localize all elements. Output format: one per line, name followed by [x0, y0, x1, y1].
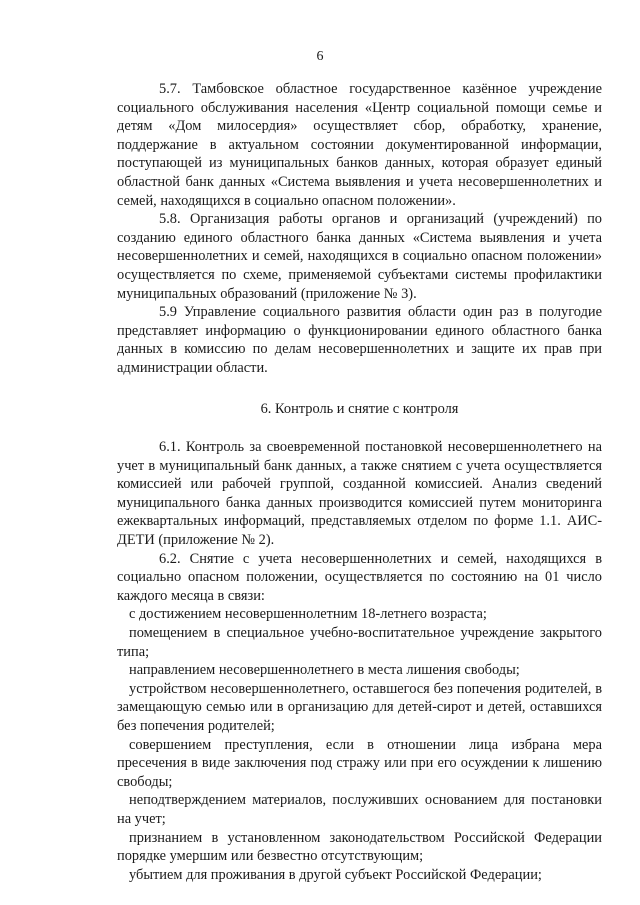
page-number: 6	[316, 49, 324, 64]
list-item: помещением в специальное учебно-воспитательное учреждение закрытого типа;	[117, 625, 602, 660]
paragraph-5-8: 5.8. Организация работы органов и организаций (учреждений) по созданию единого областного банка данных «Система выявления и учета несовершеннолетних и семей, находящихся в социально опасном положении» осуществляется по схеме, применяемой субъектами системы профилактики муниципальных образований (приложение № 3).	[117, 211, 602, 302]
paragraph-6-1: 6.1. Контроль за своевременной постановкой несовершеннолетнего на учет в муниципальный банк данных, а также снятием с учета осуществляется комиссией или рабочей группой, созданной комиссией. Анализ сведений муниципального банка данных производится комиссией путем мониторинга ежеквартальных информаций, представляемых отделом по форме 1.1. АИС-ДЕТИ (приложение № 2).	[117, 439, 602, 549]
paragraph-5-9: 5.9 Управление социального развития области один раз в полугодие представляет информацию о функционировании единого областного банка данных в комиссию по делам несовершеннолетних и защите их прав при администрации области.	[117, 304, 602, 376]
list-item: направлением несовершеннолетнего в места лишения свободы;	[129, 662, 520, 679]
list-item: совершением преступления, если в отношении лица избрана мера пресечения в виде заключения под стражу или при его осуждении к лишению свободы;	[117, 736, 602, 790]
list-item: неподтверждением материалов, послуживших основанием для постановки на учет;	[117, 792, 602, 827]
paragraph-6-2: 6.2. Снятие с учета несовершеннолетних и семей, находящихся в социально опасном положении, осуществляется по состоянию на 01 число каждого месяца в связи:	[117, 550, 602, 604]
list-item: с достижением несовершеннолетним 18-летнего возраста;	[129, 606, 487, 623]
section-heading: 6. Контроль и снятие с контроля	[260, 400, 459, 417]
list-item: убытием для проживания в другой субъект Российской Федерации;	[129, 866, 542, 883]
paragraph-5-7: 5.7. Тамбовское областное государственное казённое учреждение социального обслуживания населения «Центр социальной помощи семье и детям «Дом милосердия» осуществляет сбор, обработку, хранение, поддержание в актуальном состоянии документированной информации, поступающей из муниципальных банков данных, которая образует единый областной банк данных «Система выявления и учета несовершеннолетних и семей, находящихся в социально опасном положении».	[117, 81, 602, 209]
document-body	[117, 80, 602, 884]
list-item: устройством несовершеннолетнего, оставшегося без попечения родителей, в замещающую семью или в организацию для детей-сирот и детей, оставшихся без попечения родителей;	[117, 680, 602, 734]
list-item: признанием в установленном законодательством Российской Федерации порядке умершим или безвестно отсутствующим;	[117, 829, 602, 865]
